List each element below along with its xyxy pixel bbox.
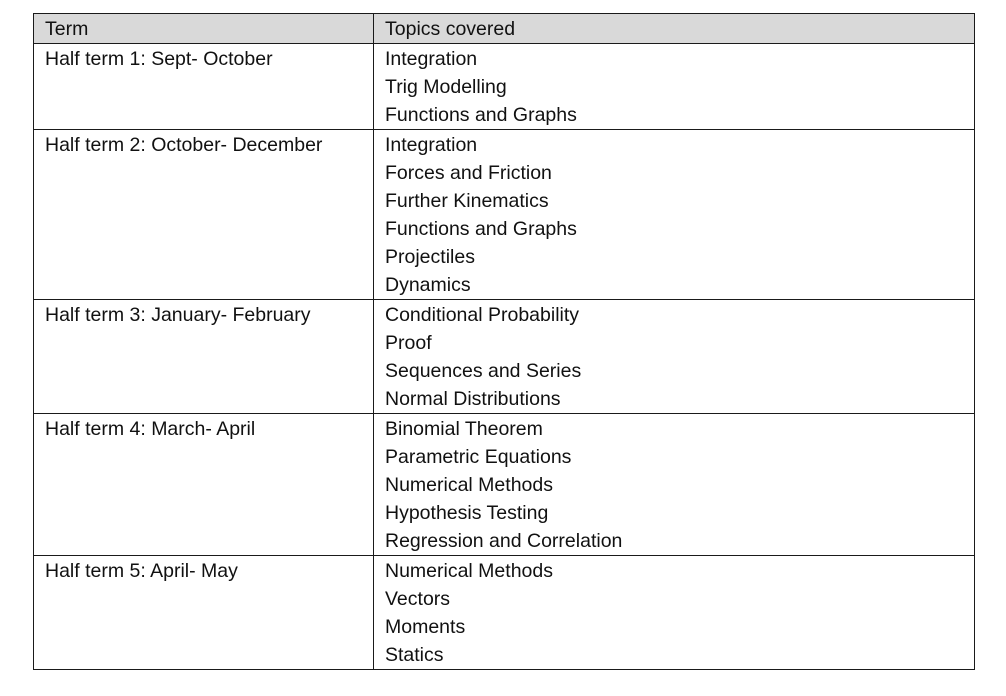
table-row xyxy=(34,556,975,670)
header-row xyxy=(34,14,975,44)
table-row xyxy=(34,300,975,414)
topic-item: Numerical Methods xyxy=(385,474,553,496)
term-cell: Half term 5: April- May xyxy=(34,556,374,670)
topic-item: Further Kinematics xyxy=(385,190,549,212)
topic-item: Conditional Probability xyxy=(385,304,580,326)
table-row xyxy=(34,130,975,300)
topic-item: Regression and Correlation xyxy=(385,530,623,552)
topic-item: Integration xyxy=(385,48,478,70)
topic-item: Moments xyxy=(385,616,466,638)
topics-cell xyxy=(374,44,975,130)
topics-cell xyxy=(374,556,975,670)
topic-item: Functions and Graphs xyxy=(385,104,577,126)
topics-cell xyxy=(374,300,975,414)
table-header xyxy=(34,14,975,44)
topic-item: Functions and Graphs xyxy=(385,218,577,240)
topic-item: Integration xyxy=(385,134,478,156)
topic-item: Numerical Methods xyxy=(385,560,553,582)
topic-item: Statics xyxy=(385,644,444,666)
header-term: Term xyxy=(34,14,374,44)
table-row xyxy=(34,414,975,556)
topic-item: Vectors xyxy=(385,588,451,610)
topic-item: Normal Distributions xyxy=(385,388,561,410)
topic-item: Forces and Friction xyxy=(385,162,552,184)
topics-cell xyxy=(374,130,975,300)
topic-item: Parametric Equations xyxy=(385,446,572,468)
topic-item: Proof xyxy=(385,332,432,354)
header-topics: Topics covered xyxy=(374,14,975,44)
table-row xyxy=(34,44,975,130)
term-cell: Half term 2: October- December xyxy=(34,130,374,300)
topic-item: Hypothesis Testing xyxy=(385,502,549,524)
term-cell: Half term 3: January- February xyxy=(34,300,374,414)
topic-item: Trig Modelling xyxy=(385,76,507,98)
topic-item: Dynamics xyxy=(385,274,471,296)
term-topics-table xyxy=(33,13,975,670)
topics-cell xyxy=(374,414,975,556)
topic-item: Binomial Theorem xyxy=(385,418,543,440)
topic-item: Projectiles xyxy=(385,246,475,268)
table-body xyxy=(34,44,975,670)
term-cell: Half term 4: March- April xyxy=(34,414,374,556)
term-cell: Half term 1: Sept- October xyxy=(34,44,374,130)
topic-item: Sequences and Series xyxy=(385,360,582,382)
